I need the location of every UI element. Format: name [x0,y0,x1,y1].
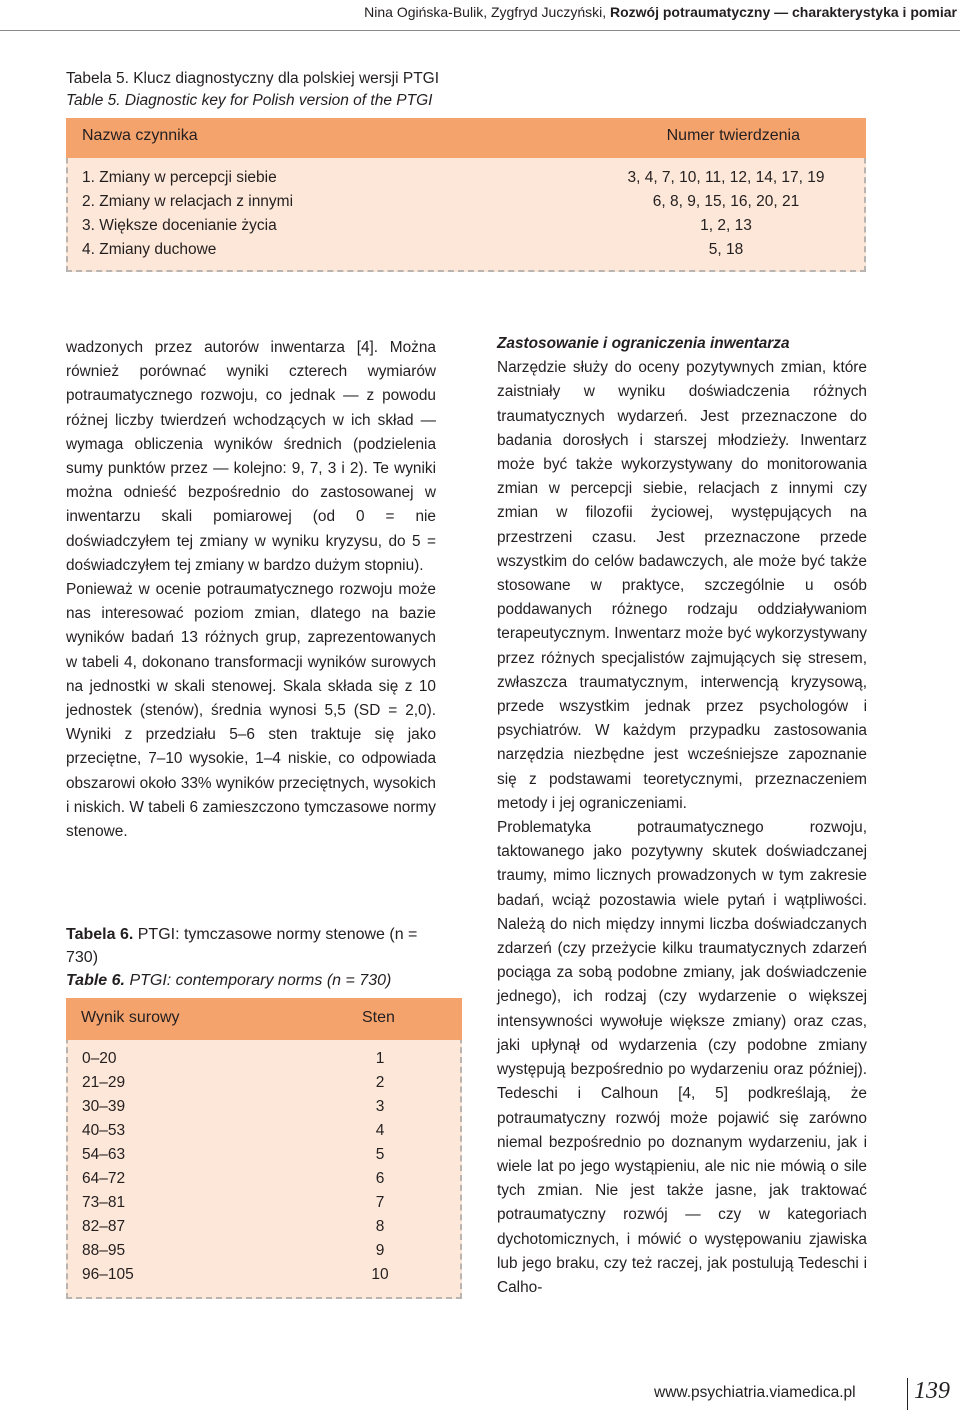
table6-caption [66,923,446,992]
table6-row [68,1192,460,1216]
right-paragraph-1: Narzędzie służy do oceny pozytywnych zmian, które zaistniały w wyniku doświadczenia różnych traumatycznych wydarzeń. Jest przeznaczone do badania dorosłych i starszej młodzieży. Inwentarz może być także wykorzystywany do monitorowania zmian w percepcji siebie, relacjach z innymi czy zmian w filozofii życiowej, występujących na przestrzeni czasu. Jest przeznaczone przede wszystkim do celów badawczych, ale może być także stosowane w praktyce, szczególnie u osób poddawanych różnego rodzaju oddziaływaniom terapeutycznym. Inwentarz może być wykorzystywany przez różnych specjalistów zajmujących się stresem, zwłaszcza traumatycznym, interwencją kryzysową, przede wszystkim jednak przez psychologów i psychiatrów. W każdym przypadku zastosowania narzędzia niezbędne jest wcześniejsze zapoznanie się z podstawami teoretycznymi, przeznaczeniem metody i jej ograniczeniami. [497,359,867,812]
footer-divider [907,1378,908,1410]
table5-caption-pl: Tabela 5. Klucz diagnostyczny dla polskiej wersji PTGI [66,70,440,87]
table6-row [68,1144,460,1168]
table6-row [68,1216,460,1240]
table5-cell-factor: 2. Zmiany w relacjach z innymi [82,193,294,210]
running-head-text [364,4,957,20]
table6-cell-raw: 30–39 [82,1098,126,1115]
table6-cell-sten: 6 [375,1170,385,1187]
table6-row [68,1072,460,1096]
table6-row [68,1264,460,1288]
table6-header-sten: Sten [362,1009,395,1026]
table6-cell-sten: 8 [375,1218,385,1235]
table6-cell-raw: 40–53 [82,1122,126,1139]
table6-cell-sten: 1 [375,1050,385,1067]
table6-header-raw: Wynik surowy [81,1009,180,1026]
section-heading: Zastosowanie i ograniczenia inwentarza [497,335,790,352]
running-head [0,0,960,31]
table6-row [68,1240,460,1264]
table6-cell-sten: 2 [375,1074,385,1091]
right-column [497,332,867,1300]
table6-row [68,1096,460,1120]
table6-cell-raw: 64–72 [82,1170,126,1187]
table6 [66,998,462,1299]
running-head-authors: Nina Ogińska-Bulik, Zygfryd Juczyński, [364,4,607,20]
table5-row [68,215,864,239]
table6-row [68,1120,460,1144]
table6-caption-label: Tabela 6. [66,926,134,943]
table5-cell-items: 6, 8, 9, 15, 16, 20, 21 [652,193,800,210]
table5-cell-items: 5, 18 [708,241,744,258]
left-paragraph-1: wadzonych przez autorów inwentarza [4]. Można również porównać wyniki czterech wymiarów potraumatycznego rozwoju, co jednak — z powodu różnej liczby twierdzeń wchodzących w ich skład — wymaga obliczenia wyników średnich (podzielenia sumy punktów przez — kolejno: 9, 7, 3 i 2). Te wyniki można odnieść bezpośrednio do zastosowanej w inwentarzu skali pomiarowej (od 0 = nie doświadczyłem tej zmiany w wyniku kryzysu, do 5 = doświadczyłem tej zmiany w bardzo dużym stopniu). [66,339,436,574]
running-head-title: Rozwój potraumatyczny — charakterystyka i pomiar [610,4,957,20]
table5-caption [66,68,439,112]
table5-row [68,191,864,215]
table5-caption-en: Table 5. Diagnostic key for Polish version of the PTGI [66,92,433,109]
table6-cell-sten: 9 [375,1242,385,1259]
table5-row [68,167,864,191]
table5-header [66,118,866,158]
table5-cell-factor: 1. Zmiany w percepcji siebie [82,169,277,186]
table6-cell-raw: 96–105 [82,1266,134,1283]
page-number: 139 [914,1378,950,1404]
table6-cell-sten: 5 [375,1146,385,1163]
table5-cell-factor: 4. Zmiany duchowe [82,241,217,258]
table6-cell-sten: 7 [375,1194,385,1211]
table6-cell-sten: 3 [375,1098,385,1115]
table6-cell-sten: 10 [371,1266,389,1283]
table5-cell-items: 3, 4, 7, 10, 11, 12, 14, 17, 19 [627,169,825,186]
table5 [66,118,866,272]
table6-caption-en: PTGI: contemporary norms (n = 730) [129,972,392,989]
table6-cell-raw: 82–87 [82,1218,126,1235]
table6-row [68,1168,460,1192]
table5-row [68,239,864,263]
table5-header-factor: Nazwa czynnika [82,127,198,144]
right-paragraph-2: Problematyka potraumatycznego rozwoju, taktowanego jako pozytywny skutek doświadczanej traumy, mimo licznych prowadzonych w tym zakresie badań, wciąż pozostawia wiele pytań i wątpliwości. Należą do nich między innymi liczba doświadczanych zdarzeń (czy przeżycie kilku traumatycznych zdarzeń pociąga za sobą podobne zmiany, jak doświadczenie jednego), ich rodzaj (czy wydarzenie o większej intensywności wywołuje większe zmiany) oraz czas, jaki upłynął od wydarzenia (czy podobne zmiany występują bezpośrednio po wydarzeniu oraz później). Tedeschi i Calhoun [4, 5] podkreślają, że potraumatyczny rozwój może pojawić się zarówno niemal bezpośrednio po doznanym wydarzeniu, jak i wiele lat po jego wystąpieniu, ale nic nie mówią o sile tych zmian. Nie jest także jasne, jak traktować potraumatyczny rozwój — czy w kategoriach dychotomicznych, i mówić o występowaniu zjawiska lub jego braku, czy też raczej, jak postulują Tedeschi i Calho- [497,819,867,1296]
left-column [66,336,436,844]
table6-caption-pl: PTGI: tymczasowe normy stenowe (n = 730) [66,926,418,966]
table6-cell-raw: 0–20 [82,1050,117,1067]
footer-url[interactable]: www.psychiatria.viamedica.pl [654,1384,856,1401]
table6-cell-raw: 73–81 [82,1194,126,1211]
table6-cell-sten: 4 [375,1122,385,1139]
table5-header-items: Numer twierdzenia [666,127,800,144]
left-paragraph-2: Ponieważ w ocenie potraumatycznego rozwoju może nas interesować poziom zmian, dlatego na bazie wyników badań 13 różnych grup, zaprezentowanych w tabeli 4, dokonano transformacji wyników surowych na jednostki w skali stenowej. Skala składa się z 10 jednostek (stenów), średnia wynosi 5,5 (SD = 2,0). Wyniki z przedziału 5–6 sten traktuje się jako przeciętne, 7–10 wysokie, 1–4 niskie, co odpowiada obszarowi około 33% wyników przeciętnych, wysokich i niskich. W tabeli 6 zamieszczono tymczasowe normy stenowe. [66,581,436,841]
table6-row [68,1048,460,1072]
table6-cell-raw: 21–29 [82,1074,126,1091]
table6-cell-raw: 88–95 [82,1242,126,1259]
table6-cell-raw: 54–63 [82,1146,126,1163]
table6-caption-en-label: Table 6. [66,972,125,989]
table5-cell-items: 1, 2, 13 [700,217,752,234]
table5-cell-factor: 3. Większe docenianie życia [82,217,277,234]
table6-header [66,998,462,1040]
